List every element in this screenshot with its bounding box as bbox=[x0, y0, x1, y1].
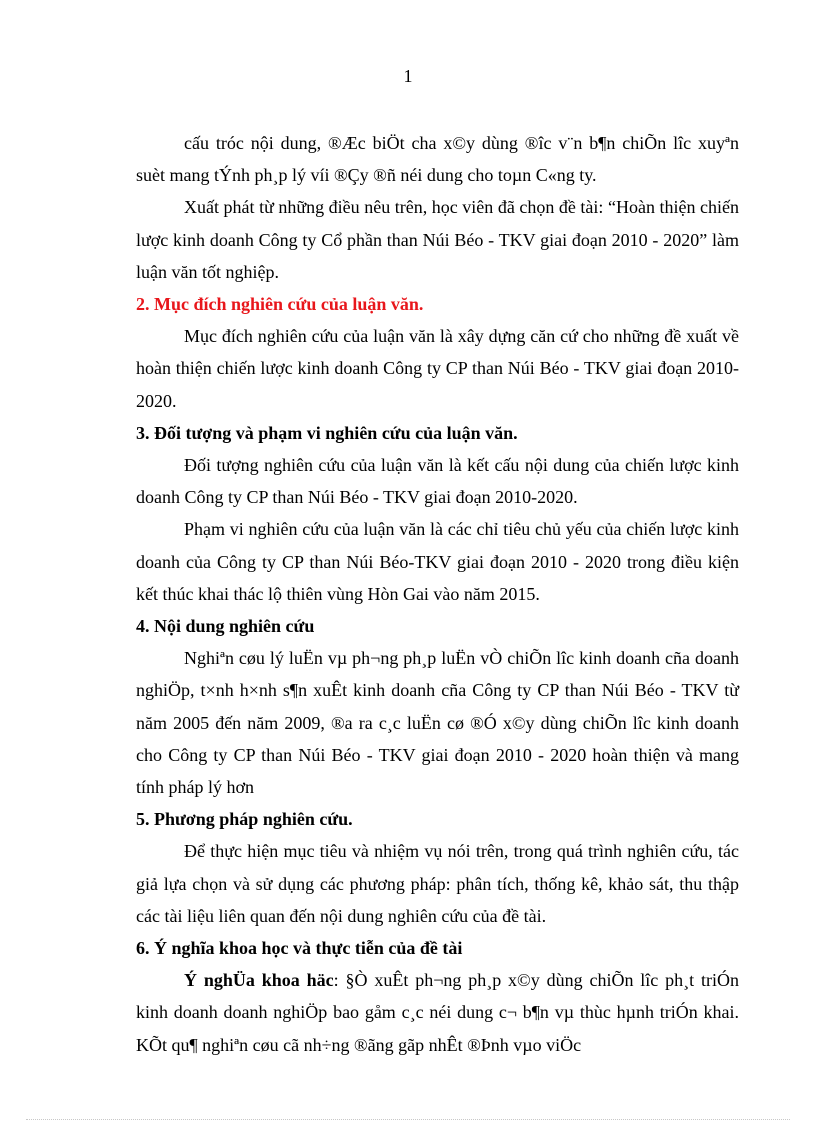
scientific-significance-text: : §Ò xuÊt ph¬ng ph¸p x©y dùng chiÕn lîc ph¸t triÓn kinh doanh doanh nghiÖp bao gåm c¸c néi dung c¬ b¶n vµ thùc hµnh triÓn khai. KÕt qu¶ nghiªn cøu cã nh÷ng ®ãng gãp nhÊt ®Þnh vµo viÖc bbox=[136, 970, 739, 1055]
paragraph-purpose: Mục đích nghiên cứu của luận văn là xây dựng căn cứ cho những đề xuất về hoàn thiện chiến lược kinh doanh Công ty CP than Núi Béo - TKV giai đoạn 2010-2020. bbox=[136, 326, 739, 411]
page-number: 1 bbox=[403, 66, 413, 86]
paragraph-continued: cấu tróc nội dung, ®Æc biÖt cha x©y dùng ®îc v¨n b¶n chiÕn lîc xuyªn suèt mang tÝnh ph¸p lý víi ®Çy ®ñ néi dung cho toµn C«ng ty. bbox=[136, 133, 739, 186]
heading-significance: 6. Ý nghĩa khoa học và thực tiễn của đề tài bbox=[136, 938, 463, 959]
paragraph-method: Để thực hiện mục tiêu và nhiệm vụ nói trên, trong quá trình nghiên cứu, tác giả lựa chọn và sử dụng các phương pháp: phân tích, thống kê, khảo sát, thu thập các tài liệu liên quan đến nội dung nghiên cứu của đề tài. bbox=[136, 841, 739, 926]
scientific-significance-label: Ý nghÜa khoa häc bbox=[184, 970, 334, 991]
heading-purpose: 2. Mục đích nghiên cứu của luận văn. bbox=[136, 294, 424, 315]
paragraph-object: Đối tượng nghiên cứu của luận văn là kết cấu nội dung của chiến lược kinh doanh Công ty CP than Núi Béo - TKV giai đoạn 2010-2020. bbox=[136, 455, 739, 508]
document-body bbox=[136, 127, 739, 1061]
paragraph-topic: Xuất phát từ những điều nêu trên, học viên đã chọn đề tài: “Hoàn thiện chiến lược kinh doanh Công ty Cổ phần than Núi Béo - TKV giai đoạn 2010 - 2020” làm luận văn tốt nghiệp. bbox=[136, 197, 739, 282]
paragraph-scientific-significance bbox=[136, 964, 739, 1061]
heading-method: 5. Phương pháp nghiên cứu. bbox=[136, 809, 353, 830]
paragraph-research-content: Nghiªn cøu lý luËn vµ ph¬ng ph¸p luËn vÒ chiÕn lîc kinh doanh cña doanh nghiÖp, t×nh h×nh s¶n xuÊt kinh doanh cña Công ty CP than Núi Béo - TKV từ năm 2005 đến năm 2009, ®a ra c¸c luËn cø ®Ó x©y dùng chiÕn lîc kinh doanh cho Công ty CP than Núi Béo - TKV giai đoạn 2010 - 2020 hoàn thiện và mang tính pháp lý hơn bbox=[136, 648, 739, 798]
heading-research-content: 4. Nội dung nghiên cứu bbox=[136, 616, 315, 637]
paragraph-scope: Phạm vi nghiên cứu của luận văn là các chỉ tiêu chủ yếu của chiến lược kinh doanh của Công ty CP than Núi Béo-TKV giai đoạn 2010 - 2020 trong điều kiện kết thúc khai thác lộ thiên vùng Hòn Gai vào năm 2015. bbox=[136, 519, 739, 604]
page-bottom-divider bbox=[26, 1119, 790, 1120]
heading-object-scope: 3. Đối tượng và phạm vi nghiên cứu của luận văn. bbox=[136, 422, 518, 443]
